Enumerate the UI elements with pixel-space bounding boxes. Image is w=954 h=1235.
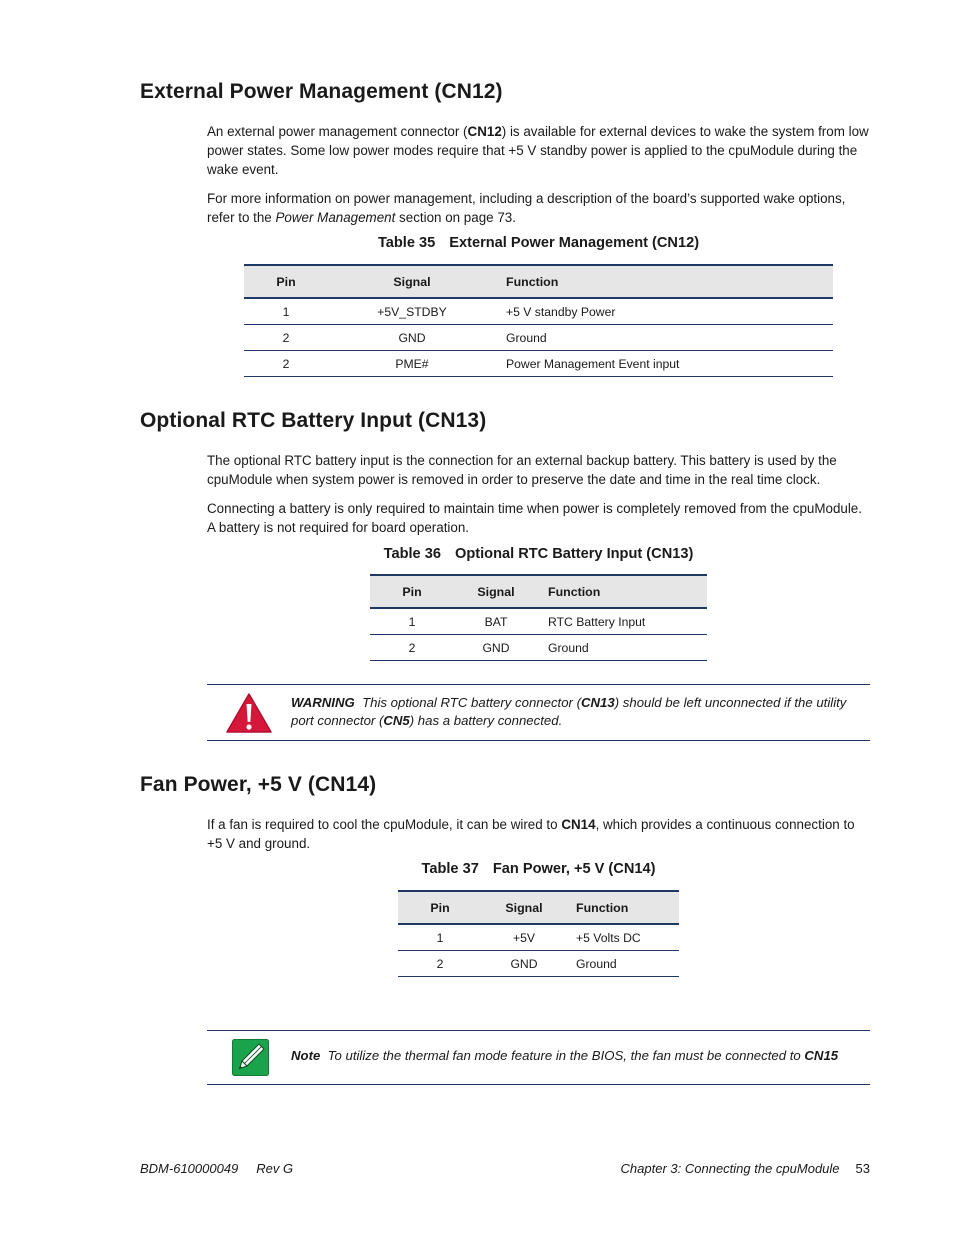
table-cell: GND <box>482 951 566 977</box>
table-row <box>244 298 833 325</box>
column-header: Pin <box>370 575 454 608</box>
table-cell: +5V <box>482 924 566 951</box>
paragraph: If a fan is required to cool the cpuModule, it can be wired to CN14, which provides a continuous connection to +5 V and ground. <box>207 817 855 851</box>
section-heading-cn12: External Power Management (CN12) <box>140 80 503 103</box>
table-cell: 2 <box>398 951 482 977</box>
table-caption: Table 36 Optional RTC Battery Input (CN13) <box>383 546 694 562</box>
section-body-cn14 <box>207 815 869 863</box>
paragraph: Connecting a battery is only required to maintain time when power is completely removed from the cpuModule. A battery is not required for board operation. <box>207 501 862 535</box>
warning-triangle-icon <box>225 692 273 734</box>
column-header: Pin <box>244 265 328 298</box>
paragraph: An external power management connector (CN12) is available for external devices to wake the system from low power states. Some low power modes require that +5 V standby power is applied to the cpuModule during the wake event. <box>207 124 869 177</box>
table-row <box>398 924 679 951</box>
table-row <box>244 351 833 377</box>
table-cell: 2 <box>244 325 328 351</box>
column-header: Signal <box>328 265 496 298</box>
footer-chapter: Chapter 3: Connecting the cpuModule 53 <box>620 1161 870 1176</box>
table-cell: 2 <box>370 635 454 661</box>
column-header: Signal <box>454 575 538 608</box>
table-cell: PME# <box>328 351 496 377</box>
table-cell: GND <box>328 325 496 351</box>
table-cell: +5V_STDBY <box>328 298 496 325</box>
table-cell: 1 <box>398 924 482 951</box>
section-body-cn13 <box>207 451 869 547</box>
table-row <box>370 608 707 635</box>
warning-text: WARNING This optional RTC battery connector (CN13) should be left unconnected if the utility port connector (CN5) has a battery connected. <box>291 695 847 728</box>
table-cell: 1 <box>370 608 454 635</box>
table-row <box>370 635 707 661</box>
table-caption: Table 37 Fan Power, +5 V (CN14) <box>421 861 656 877</box>
table-cell: Ground <box>566 951 679 977</box>
table-row <box>398 951 679 977</box>
section-heading-cn13: Optional RTC Battery Input (CN13) <box>140 409 487 432</box>
table-caption: Table 35 External Power Management (CN12) <box>377 235 700 251</box>
table-cell: BAT <box>454 608 538 635</box>
warning-label: WARNING <box>291 695 355 710</box>
table-cn13 <box>370 574 707 661</box>
table-cell: GND <box>454 635 538 661</box>
note-label: Note <box>291 1048 321 1063</box>
table-cell: Ground <box>538 635 707 661</box>
column-header: Function <box>496 265 833 298</box>
table-cell: Power Management Event input <box>496 351 833 377</box>
column-header: Function <box>538 575 707 608</box>
section-heading-cn14: Fan Power, +5 V (CN14) <box>140 773 377 796</box>
paragraph: The optional RTC battery input is the connection for an external backup battery. This battery is used by the cpuModule when system power is removed in order to preserve the date and time in the real time clock. <box>207 453 837 487</box>
table-cell: RTC Battery Input <box>538 608 707 635</box>
table-header-row <box>398 891 679 924</box>
page-number: 53 <box>855 1161 870 1176</box>
table-cell: 1 <box>244 298 328 325</box>
table-header-row <box>370 575 707 608</box>
table-cell: +5 V standby Power <box>496 298 833 325</box>
note-text: Note To utilize the thermal fan mode feature in the BIOS, the fan must be connected to CN15 <box>291 1048 839 1063</box>
table-cell: 2 <box>244 351 328 377</box>
column-header: Signal <box>482 891 566 924</box>
table-cn12 <box>244 264 833 377</box>
footer-doc-id: BDM-610000049 Rev G <box>140 1161 294 1176</box>
table-cell: Ground <box>496 325 833 351</box>
table-cell: +5 Volts DC <box>566 924 679 951</box>
column-header: Pin <box>398 891 482 924</box>
table-cn14 <box>398 890 679 977</box>
table-header-row <box>244 265 833 298</box>
paragraph: For more information on power management, including a description of the board’s supported wake options, refer to the Power Management section on page 73. <box>207 191 846 225</box>
column-header: Function <box>566 891 679 924</box>
section-body-cn12 <box>207 122 869 237</box>
table-row <box>244 325 833 351</box>
pencil-note-icon <box>232 1039 269 1076</box>
